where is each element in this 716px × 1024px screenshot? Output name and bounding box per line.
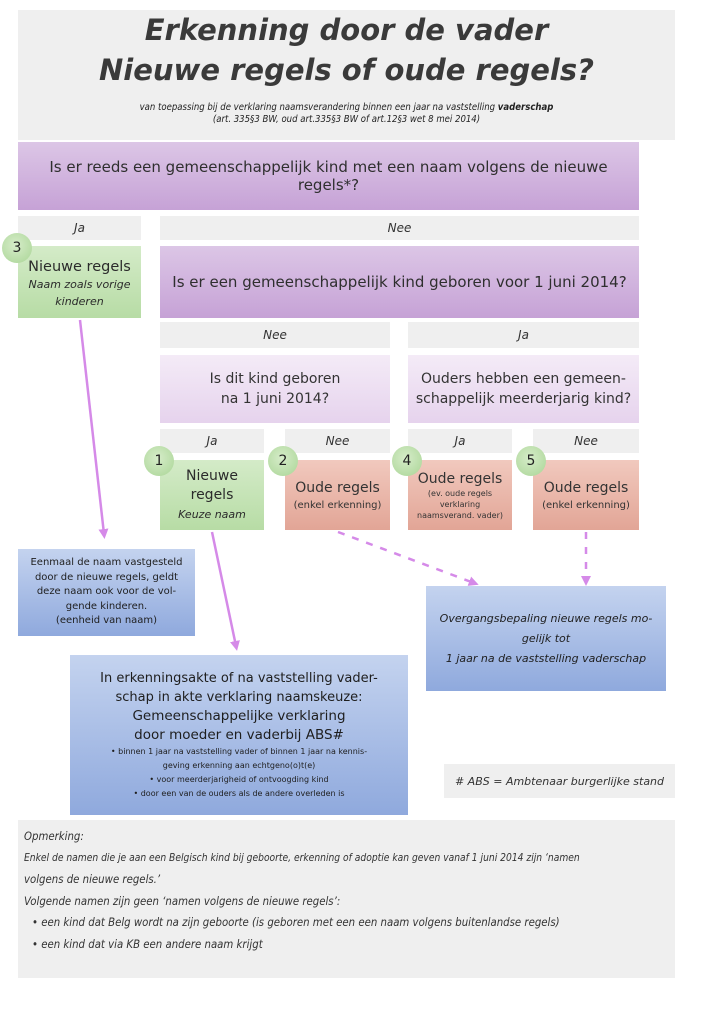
info-unity-line2: door de nieuwe regels, geldt xyxy=(34,571,179,583)
info-deed-bullet2: • voor meerderjarigheid of ontvoogding kind xyxy=(149,775,329,784)
info-deed xyxy=(70,655,408,815)
label-nee-4: Nee xyxy=(533,429,639,453)
label-nee-1: Nee xyxy=(160,216,639,240)
outcome-5-title: Oude regels xyxy=(543,479,629,496)
label-ja-2: Ja xyxy=(408,322,639,348)
question-4-line2: schappelijk meerderjarig kind? xyxy=(415,391,632,407)
info-unity-line1: Eenmaal de naam vastgesteld xyxy=(30,557,183,569)
step-4-badge: 4 xyxy=(392,446,422,476)
subtitle-prefix: van toepassing bij de verklaring naamsverandering binnen een jaar na vaststelling xyxy=(139,102,496,113)
note-heading: Opmerking: xyxy=(24,830,84,843)
outcome-3-title: Nieuwe regels xyxy=(28,258,131,275)
outcome-1-line2: regels xyxy=(190,486,234,503)
outcome-1-line1: Nieuwe xyxy=(186,467,238,484)
label-ja-3: Ja xyxy=(160,429,264,453)
info-unity-line3: deze naam ook voor de vol- xyxy=(36,586,177,598)
outcome-2-sub: (enkel erkenning) xyxy=(293,499,382,511)
note-line2: volgens de nieuwe regels.’ xyxy=(24,873,161,886)
info-deed-line2: schap in akte verklaring naamskeuze: xyxy=(115,690,363,705)
info-transition-line2: gelijk tot xyxy=(521,631,571,645)
question-3-line1: Is dit kind geboren xyxy=(209,371,341,387)
question-4-line1: Ouders hebben een gemeen- xyxy=(421,371,626,387)
title-line-2: Nieuwe regels of oude regels? xyxy=(99,53,594,87)
info-deed-bullet1b: geving erkenning aan echtgeno(o)t(e) xyxy=(162,761,316,770)
label-ja-1: Ja xyxy=(18,216,141,240)
info-deed-bullet3: • door een van de ouders als de andere overleden is xyxy=(133,789,345,798)
subtitle-bold: vaderschap xyxy=(497,102,554,113)
outcome-4-sub1: (ev. oude regels xyxy=(427,488,493,498)
title-line-1: Erkenning door de vader xyxy=(144,13,549,47)
arrow-outcome2-to-transition xyxy=(338,532,474,583)
label-nee-2: Nee xyxy=(160,322,390,348)
info-unity-line4: gende kinderen. xyxy=(65,600,148,612)
info-unity-line5: (eenheid van naam) xyxy=(55,615,158,627)
note-line3: Volgende namen zijn geen ‘namen volgens de nieuwe regels’: xyxy=(24,894,341,908)
info-transition xyxy=(426,586,666,691)
note-line1: Enkel de namen die je aan een Belgisch kind bij geboorte, erkenning of adoptie kan geven vanaf 1 juni 2014 zijn ‘namen xyxy=(24,852,580,864)
outcome-4-title: Oude regels xyxy=(417,470,503,487)
outcome-3-line1: Naam zoals vorige xyxy=(28,277,131,291)
step-2-badge: 2 xyxy=(268,446,298,476)
info-deed-line1: In erkenningsakte of na vaststelling vader- xyxy=(100,671,378,686)
arrow-outcome1-to-deed xyxy=(212,532,236,646)
info-transition-line3: 1 jaar na de vaststelling vaderschap xyxy=(445,651,647,665)
abs-legend: # ABS = Ambtenaar burgerlijke stand xyxy=(444,764,675,798)
outcome-3-line2: kinderen xyxy=(55,294,104,308)
question-3-line2: na 1 juni 2014? xyxy=(220,391,330,407)
subtitle-line-2: (art. 335§3 BW, oud art.335§3 BW of art.12§3 wet 8 mei 2014) xyxy=(212,114,481,125)
label-ja-4: Ja xyxy=(408,429,512,453)
info-deed-line4: door moeder en vaderbij ABS# xyxy=(134,727,344,743)
outcome-4-sub3: naamsverand. vader) xyxy=(417,510,503,520)
label-nee-3: Nee xyxy=(285,429,390,453)
note-bullet2: • een kind dat via KB een andere naam krijgt xyxy=(32,937,263,951)
arrow-outcome3-to-unity xyxy=(80,320,104,534)
question-child-before-2014: Is er een gemeenschappelijk kind geboren voor 1 juni 2014? xyxy=(160,246,639,318)
note-box xyxy=(18,820,675,978)
question-existing-child: Is er reeds een gemeenschappelijk kind met een naam volgens de nieuwe regels*? xyxy=(18,142,639,210)
outcome-5-sub: (enkel erkenning) xyxy=(542,499,630,511)
step-3-badge: 3 xyxy=(2,233,32,263)
step-5-badge: 5 xyxy=(516,446,546,476)
info-deed-line3: Gemeenschappelijke verklaring xyxy=(132,708,346,724)
outcome-2-title: Oude regels xyxy=(295,479,380,496)
outcome-4-sub2: verklaring xyxy=(439,499,481,509)
outcome-1-line3: Keuze naam xyxy=(178,507,246,521)
info-transition-line1: Overgangsbepaling nieuwe regels mo- xyxy=(439,611,653,625)
note-bullet1: • een kind dat Belg wordt na zijn geboorte (is geboren met een een naam volgens buitenlandse regels) xyxy=(32,916,560,929)
info-deed-bullet1a: • binnen 1 jaar na vaststelling vader of binnen 1 jaar na kennis- xyxy=(110,747,368,756)
step-1-badge: 1 xyxy=(144,446,174,476)
info-unity-of-name xyxy=(18,549,195,636)
